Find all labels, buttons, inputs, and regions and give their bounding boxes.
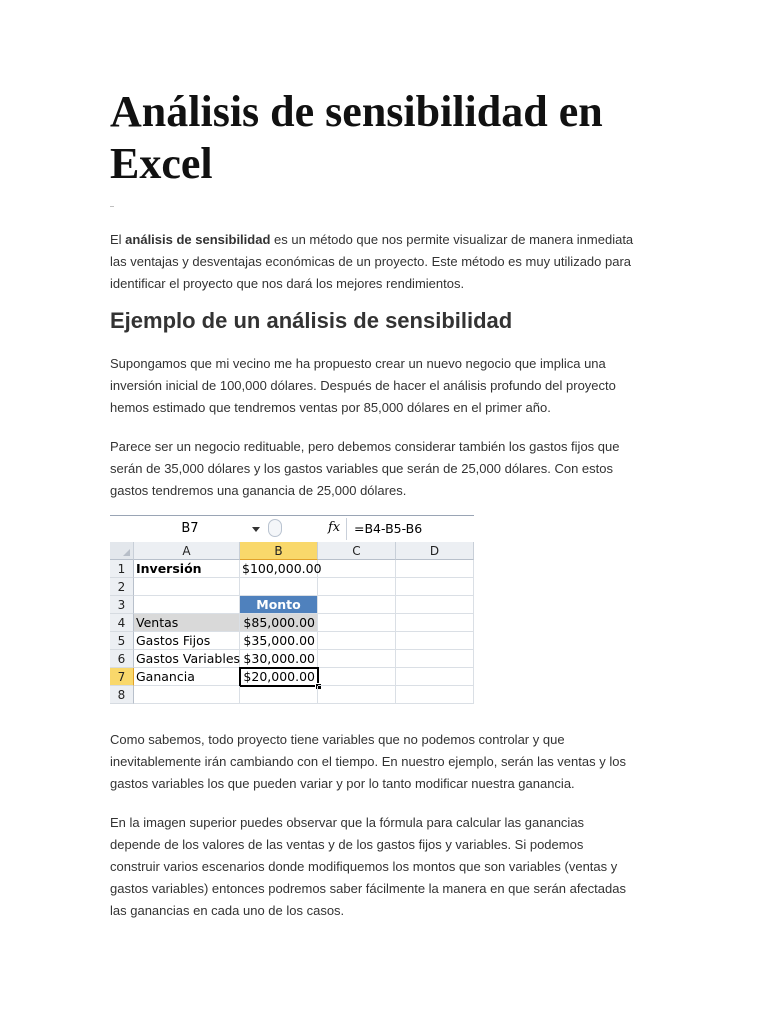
cell-d4	[396, 614, 474, 632]
intro-bold-term: análisis de sensibilidad	[125, 232, 271, 247]
cell-b4: $85,000.00	[240, 614, 318, 632]
cell-b7-active: $20,000.00	[239, 667, 319, 687]
formula-bar	[110, 515, 474, 541]
intro-line-3: identificar el proyecto que nos dará los mejores rendimientos.	[110, 276, 465, 291]
cell-c5	[318, 632, 396, 650]
cell-b6: $30,000.00	[240, 650, 318, 668]
cell-a6: Gastos Variables	[136, 651, 241, 666]
cell-a2	[134, 578, 240, 596]
formula-text: =B4-B5-B6	[354, 521, 423, 536]
cell-b2	[240, 578, 318, 596]
intro-line-2: las ventajas y desventajas económicas de un proyecto. Este método es muy utilizado para	[110, 254, 632, 269]
column-header-d: D	[396, 542, 474, 560]
cell-c1	[318, 560, 396, 578]
cell-a4: Ventas	[134, 614, 240, 632]
row-header-6: 6	[110, 650, 134, 668]
cell-c6	[318, 650, 396, 668]
cell-d1	[396, 560, 474, 578]
row-header-5: 5	[110, 632, 134, 650]
name-box: B7	[181, 521, 199, 536]
cell-a5: Gastos Fijos	[134, 632, 240, 650]
function-icon: fx	[328, 520, 341, 535]
paragraph-2	[110, 353, 670, 419]
cell-d3	[396, 596, 474, 614]
cell-c4	[318, 614, 396, 632]
row-header-2: 2	[110, 578, 134, 596]
cell-a8	[134, 686, 240, 704]
column-header-b: B	[240, 542, 318, 560]
cell-d6	[396, 650, 474, 668]
cell-c2	[318, 578, 396, 596]
page-title	[110, 86, 690, 190]
intro-line-1	[110, 229, 670, 251]
formula-separator	[346, 518, 347, 540]
row-header-4: 4	[110, 614, 134, 632]
paragraph-5	[110, 812, 670, 922]
paragraph-3	[110, 436, 670, 502]
select-all-corner	[110, 542, 134, 560]
cell-a1: Inversión	[134, 560, 240, 578]
chevron-down-icon	[252, 527, 260, 532]
intro-prefix: El	[110, 232, 126, 247]
para3-line-1: Parece ser un negocio redituable, pero debemos considerar también los gastos fijos que	[110, 439, 620, 454]
row-header-1: 1	[110, 560, 134, 578]
row-header-3: 3	[110, 596, 134, 614]
cell-b5: $35,000.00	[240, 632, 318, 650]
cell-b3-header: Monto	[240, 596, 318, 614]
para2-line-3: hemos estimado que tendremos ventas por 85,000 dólares en el primer año.	[110, 400, 551, 415]
row-header-8: 8	[110, 686, 134, 704]
intro-rest: es un método que nos permite visualizar de manera inmediata	[270, 232, 634, 247]
para4-line-3: gastos variables los que pueden variar y por lo tanto modificar nuestra ganancia.	[110, 776, 575, 791]
cell-c8	[318, 686, 396, 704]
cell-d2	[396, 578, 474, 596]
para5-line-2: depende de los valores de las ventas y de los gastos fijos y variables. Si podemos	[110, 837, 584, 852]
title-line-1: Análisis de sensibilidad en	[110, 87, 603, 136]
cell-c7	[318, 668, 396, 686]
cell-d5	[396, 632, 474, 650]
cell-a3	[134, 596, 240, 614]
para5-line-1: En la imagen superior puedes observar que la fórmula para calcular las ganancias	[110, 815, 585, 830]
cell-d8	[396, 686, 474, 704]
para3-line-3: gastos tendremos una ganancia de 25,000 dólares.	[110, 483, 407, 498]
paragraph-4	[110, 729, 670, 795]
cell-c3	[318, 596, 396, 614]
divider-mark	[110, 206, 114, 207]
column-header-c: C	[318, 542, 396, 560]
para5-line-5: las ganancias en cada uno de los casos.	[110, 903, 345, 918]
para4-line-2: inevitablemente irán cambiando con el tiempo. En nuestro ejemplo, serán las ventas y los	[110, 754, 626, 769]
cell-b8	[240, 686, 318, 704]
section-heading: Ejemplo de un análisis de sensibilidad	[110, 308, 513, 333]
row-header-7: 7	[110, 668, 134, 686]
para3-line-2: serán de 35,000 dólares y los gastos variables que serán de 25,000 dólares. Con estos	[110, 461, 613, 476]
cell-d7	[396, 668, 474, 686]
cell-b1: $100,000.00	[242, 561, 322, 576]
resize-handle-icon	[268, 519, 282, 537]
para5-line-4: gastos variables) entonces podremos saber fácilmente la manera en que serán afectadas	[110, 881, 626, 896]
spreadsheet-image	[110, 515, 474, 709]
para5-line-3: construir varios escenarios donde modifiquemos los montos que son variables (ventas y	[110, 859, 618, 874]
title-line-2: Excel	[110, 139, 213, 188]
para2-line-1: Supongamos que mi vecino me ha propuesto crear un nuevo negocio que implica una	[110, 356, 606, 371]
para2-line-2: inversión inicial de 100,000 dólares. Después de hacer el análisis profundo del proyecto	[110, 378, 616, 393]
intro-paragraph	[110, 229, 670, 295]
column-header-a: A	[134, 542, 240, 560]
para4-line-1: Como sabemos, todo proyecto tiene variables que no podemos controlar y que	[110, 732, 565, 747]
cell-a7: Ganancia	[134, 668, 240, 686]
